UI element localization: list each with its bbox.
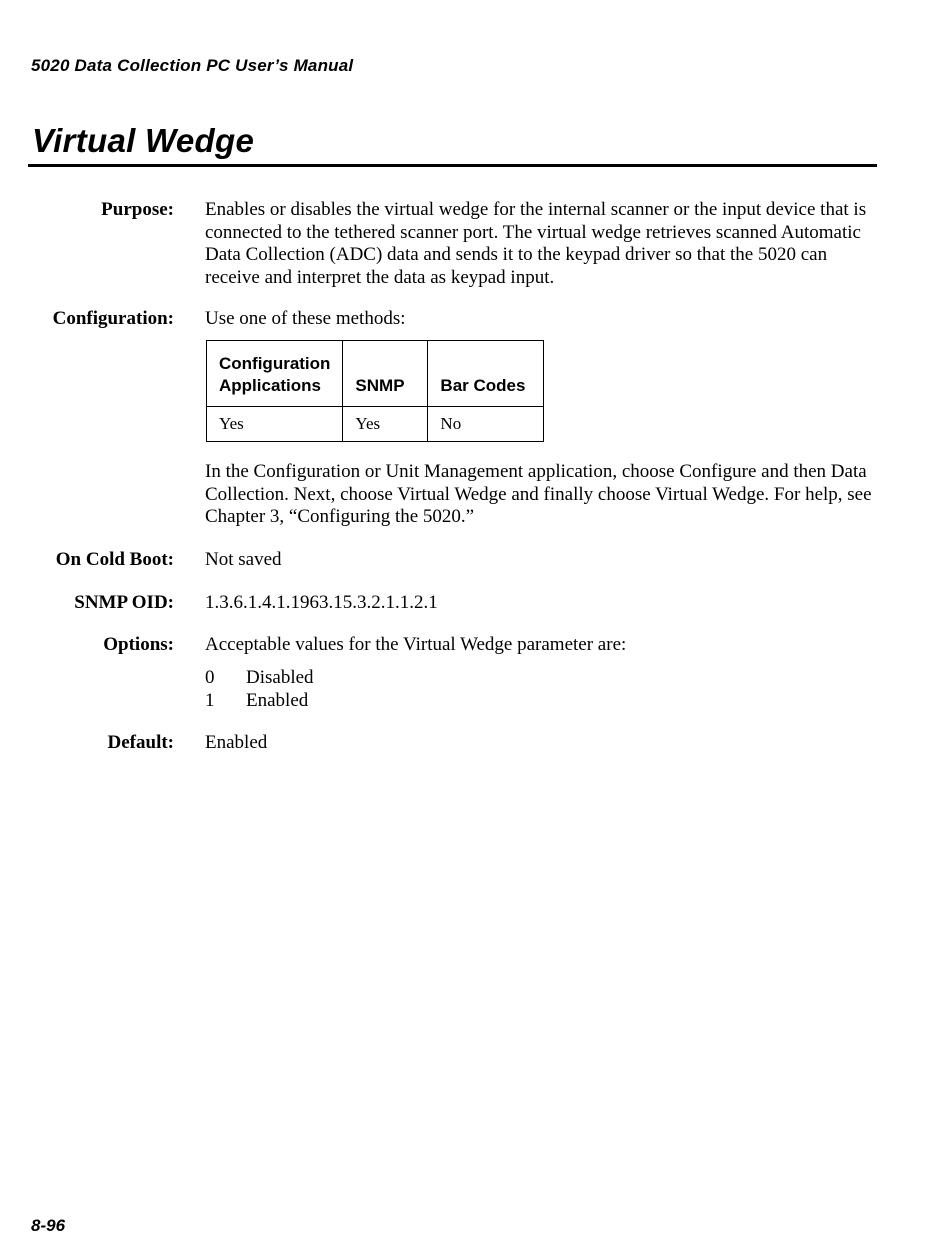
- configuration-intro: Use one of these methods:: [205, 308, 406, 329]
- purpose-text: Enables or disables the virtual wedge for the internal scanner or the input device that is connected to the tethered scanner port. The virtual wedge retrieves scanned Automatic Data Collection (ADC) data and sends it to the keypad driver so that the 5020 can receive and interpret the data as keypad input.: [205, 199, 867, 288]
- purpose-label: Purpose:: [101, 199, 174, 220]
- option-name: Enabled: [246, 690, 309, 711]
- option-value: 1: [205, 690, 215, 711]
- snmp-oid-label: SNMP OID:: [74, 592, 174, 613]
- snmp-oid-value: 1.3.6.1.4.1.1963.15.3.2.1.1.2.1: [205, 592, 438, 613]
- default-value: Enabled: [205, 732, 268, 753]
- table-cell: Yes: [207, 407, 343, 442]
- table-cell: Yes: [343, 407, 428, 442]
- running-header: 5020 Data Collection PC User’s Manual: [31, 56, 354, 75]
- cold-boot-value: Not saved: [205, 549, 282, 570]
- cold-boot-label: On Cold Boot:: [55, 549, 174, 570]
- options-label: Options:: [103, 634, 174, 655]
- table-row: [207, 407, 544, 442]
- configuration-label: Configuration:: [52, 308, 174, 329]
- title-rule: [28, 164, 877, 167]
- configuration-note: In the Configuration or Unit Management application, choose Configure and then Data Collection. Next, choose Virtual Wedge and finally choose Virtual Wedge. For help, see Chapter 3, “Configuring the 5020.”: [205, 461, 872, 527]
- table-cell: No: [428, 407, 544, 442]
- page-title: Virtual Wedge: [32, 122, 255, 159]
- table-header-row: [207, 341, 544, 407]
- configuration-methods-table: [206, 340, 544, 442]
- table-header-configuration-applications: Configuration Applications: [207, 341, 343, 407]
- table-header-bar-codes: Bar Codes: [428, 341, 544, 407]
- default-label: Default:: [107, 732, 174, 753]
- page-number: 8-96: [31, 1216, 66, 1235]
- table-header-snmp: SNMP: [343, 341, 428, 407]
- option-name: Disabled: [246, 667, 314, 688]
- option-value: 0: [205, 667, 215, 688]
- options-intro: Acceptable values for the Virtual Wedge parameter are:: [205, 634, 627, 655]
